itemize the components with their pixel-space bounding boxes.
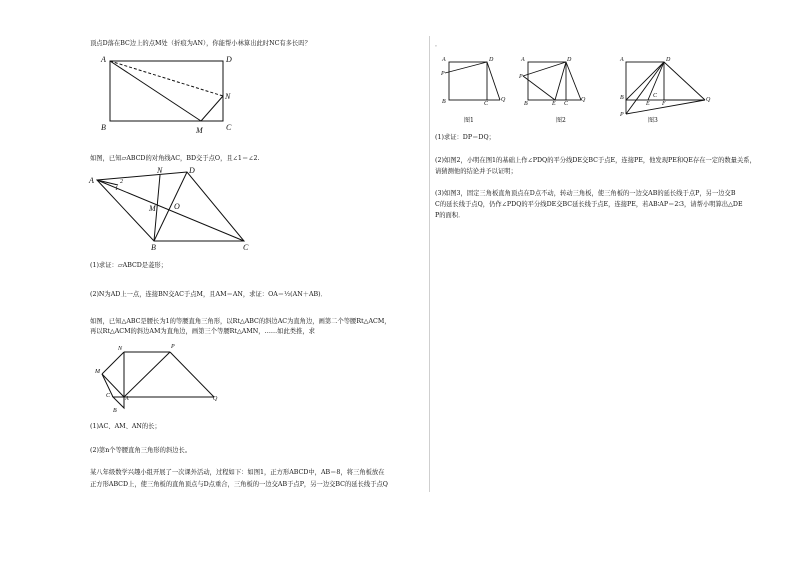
r-fig2-label-P: P — [519, 74, 523, 80]
question3-part1: (1)AC、AM、AN的长； — [90, 423, 161, 430]
fig2-label-M: M — [149, 204, 156, 213]
fig1-label-N: N — [225, 92, 231, 101]
r-part2-line1: (2)如图2，小明在图1的基础上作∠PDQ的平分线DE交BC于点E，连接PE，他发现PE和QE存在一定的数量关系， — [435, 157, 756, 164]
fig3-label-M: M — [95, 369, 100, 375]
r-fig1-label-A: A — [442, 57, 446, 63]
fig3-label-C: C — [106, 393, 111, 399]
fig2-label-N: N — [157, 166, 163, 175]
caption-figure3: 图3 — [648, 117, 658, 124]
fig2-label-B: B — [151, 243, 156, 252]
fig2-label-O: O — [174, 202, 180, 211]
caption-figure2: 图2 — [556, 117, 566, 124]
fig1-label-C: C — [226, 123, 232, 132]
r-fig3-label-P: P — [620, 112, 624, 118]
caption-figure1: 图1 — [464, 117, 474, 124]
r-fig3-label-F: F — [662, 101, 666, 107]
question2-stem: 如图，已知▱ABCD的对角线AC，BD交于点O，且∠1＝∠2. — [90, 155, 260, 162]
fig3-label-Q: Q — [213, 396, 218, 402]
fig1-label-A: A — [101, 55, 106, 64]
fig3-label-A: A — [125, 396, 129, 402]
fig1-label-D: D — [226, 55, 232, 64]
question3-stem-line2: 再以Rt△ACM的斜边AM为直角边，画第三个等腰Rt△AMN，……如此类推，求 — [90, 328, 315, 335]
question2-part2: (2)N为AD上一点，连接BN交AC于点M，且AM＝AN，求证：OA＝½(AN＋AB)． — [90, 291, 327, 298]
fig1-label-B: B — [101, 123, 106, 132]
fig3-label-N: N — [118, 346, 123, 352]
r-fig2-label-B: B — [524, 101, 528, 107]
question3-stem-line1: 如图，已知△ABC是腰长为1的等腰直角三角形，以Rt△ABC的斜边AC为直角边，画第二个等腰Rt△ACM， — [90, 318, 391, 325]
fig2-label-angle1: 1 — [115, 186, 118, 192]
question1-tail: 顶点D落在BC边上的点M处（折痕为AN），你能帮小林算出此时NC有多长吗？ — [90, 40, 311, 47]
r-fig3-label-D: D — [666, 57, 671, 63]
r-fig1-label-Q: Q — [501, 97, 506, 103]
continuation-mark: ． — [435, 41, 442, 48]
fig3-label-P: P — [171, 344, 175, 350]
fig2-label-angle2: 2 — [120, 179, 123, 185]
r-fig1-label-B: B — [442, 99, 446, 105]
r-fig1-label-C: C — [484, 101, 489, 107]
fig2-label-D: D — [189, 166, 195, 175]
r-fig1-label-P: P — [441, 71, 445, 77]
question2-part1: (1)求证：▱ABCD是菱形； — [90, 262, 167, 269]
r-part3-line2: C的延长线于点Q，仍作∠PDQ的平分线DE交BC延长线于点E，连接PE，若AB∶AP＝2∶3，请帮小明算出△DE — [435, 201, 743, 208]
r-part3-line3: P的面积． — [435, 212, 465, 219]
question3-part2: (2)第n个等腰直角三角形的斜边长。 — [90, 447, 192, 454]
question4-stem-line2: 正方形ABCD上，使三角板的直角顶点与D点重合，三角板的一边交AB于点P，另一边交BC的延长线于点Q — [90, 481, 388, 488]
r-fig3-label-C: C — [653, 93, 658, 99]
r-part3-line1: (3)如图3，固定三角板直角顶点在D点不动，转动三角板，使三角板的一边交AB的延长线于点P，另一边交B — [435, 190, 736, 197]
r-fig3-label-E: E — [646, 101, 650, 107]
r-fig1-label-D: D — [489, 57, 494, 63]
r-fig3-label-A: A — [620, 57, 624, 63]
fig1-label-M: M — [196, 126, 203, 135]
fig2-label-C: C — [243, 243, 249, 252]
r-part1: (1)求证：DP＝DQ； — [435, 134, 495, 141]
r-fig2-label-A: A — [521, 57, 525, 63]
r-fig2-label-D: D — [567, 57, 572, 63]
r-fig3-label-B: B — [620, 95, 624, 101]
r-fig2-label-E: E — [552, 101, 556, 107]
question4-stem-line1: 某八年级数学兴趣小组开展了一次课外活动，过程如下：如图1，正方形ABCD中，AB＝8，将三角板放在 — [90, 469, 385, 476]
fig2-label-A: A — [89, 176, 94, 185]
r-part2-line2: 请猜测他的结论并予以证明； — [435, 168, 517, 175]
fig3-label-B: B — [113, 408, 117, 414]
r-fig2-label-C: C — [564, 101, 569, 107]
r-fig3-label-Q: Q — [706, 97, 711, 103]
r-fig2-label-Q: Q — [581, 97, 586, 103]
